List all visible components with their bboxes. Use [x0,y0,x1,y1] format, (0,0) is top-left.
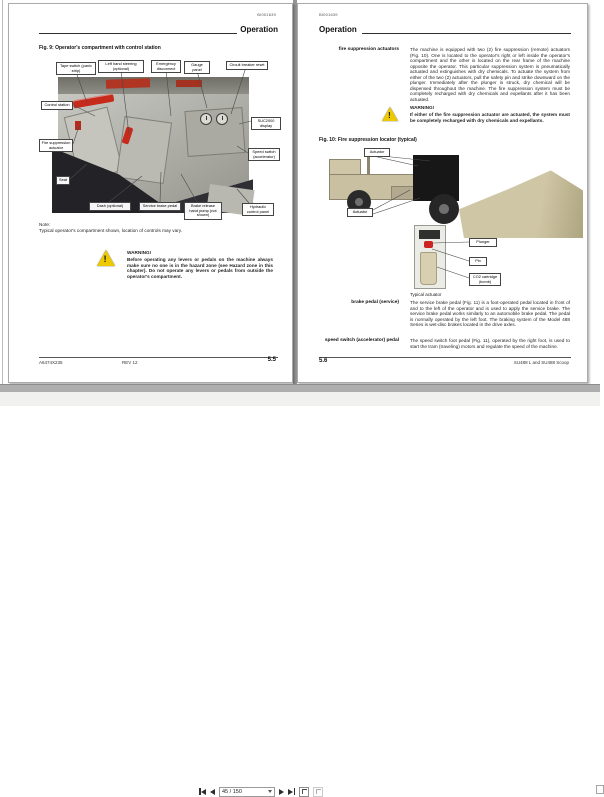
photo-tape-switch-strip [73,94,115,109]
scoop-machine-illustration [321,146,583,238]
heading-fire-suppression-actuators: fire suppression actuators [338,47,399,52]
scroll-band [0,384,600,392]
previous-page-button[interactable] [210,787,215,797]
photo-actuator-knob [75,121,81,130]
machine-bucket [459,166,583,238]
previous-view-button[interactable] [299,787,309,797]
machine-articulation [391,186,415,200]
machine-cab [329,159,361,175]
callout-fire-suppression-actuator: Fire suppression actuator [39,139,73,152]
next-page-icon [279,789,284,795]
photo-red-frame-part [106,78,150,89]
photo-console-panel [116,116,172,184]
photo-gauge-panel [184,107,245,157]
footer-doc-title: SU488 L and SU488 Scoop [513,360,569,365]
next-page-button[interactable] [279,787,284,797]
heading-brake-pedal: brake pedal (service) [351,300,399,305]
warning-title: WARNING! [410,105,435,110]
first-page-button[interactable] [199,787,206,797]
section-title: Operation [319,25,357,34]
actuator-plunger [424,241,433,248]
next-view-button[interactable] [313,787,323,797]
footer-page-number: 5.5 [267,357,276,363]
gauge-dial [216,113,228,125]
callout-speed-switch: Speed switch (accelerator) [248,148,280,161]
last-page-icon [294,788,296,795]
actuator-co2-cartridge [420,252,437,285]
page-navigation [199,786,323,797]
callout-left-hand-steering: Left hand steering (optional) [98,60,144,73]
figure-caption: Fig. 9: Operator's compartment with control station [39,45,161,51]
navigation-toolbar [0,392,600,795]
actuator-label-plate [419,230,440,239]
brake-pedal-paragraph: The service brake pedal (Fig. 11) is a foot-operated pedal located in front of and to the left of the operator and is used to apply the service brake. The service brake pedal works similarly to an automobile brake pedal. The pedal is normally operated by the left foot. The braking system of the Model 488 Series is wet-disc brakes located in the drive axles. [410,300,570,328]
warning-triangle-icon [382,107,398,121]
warning-title: WARNING! [127,250,152,255]
callout-dash-optional: Dash (optional) [89,202,131,211]
chevron-down-icon[interactable] [268,790,272,793]
callout-co2-cartridge: CO2 cartridge (bomb) [469,273,501,286]
figure-subcaption: Typical actuator [410,292,442,297]
note-label: Note: [39,222,51,227]
callout-pin: Pin [469,257,487,266]
gauge-dial [200,113,212,125]
footer-doc-code: A6474X235 [39,360,63,365]
footer-rule [319,357,571,358]
callout-circuit-breaker-reset: Circuit breaker reset [226,61,268,70]
photo-machine-frame [58,77,249,94]
window-left-edge [2,0,3,392]
callout-actuator-bottom: Actuator [347,208,373,217]
doc-number: BI001639 [257,12,276,17]
callout-control-station: Control station [41,101,73,110]
figure-caption: Fig. 10: Fire suppression locator (typical) [319,137,417,143]
header-rule [39,33,237,34]
page-right[interactable] [297,3,588,383]
machine-mast [367,154,370,176]
page-left[interactable] [8,3,293,383]
footer-page-number: 5.6 [319,358,328,364]
callout-service-brake-pedal: Service brake pedal [139,202,181,211]
last-page-icon [288,789,293,795]
page-number-value: 45 / 150 [222,788,242,795]
previous-page-icon [210,789,215,795]
compartment-photo [58,77,249,209]
footer-rule [39,357,278,358]
callout-seat: Seat [56,176,70,185]
page-number-input[interactable] [219,787,275,797]
callout-hydraulic-control-panel: Hydraulic control panel [242,203,274,216]
clipped-toolbar-icon [596,785,604,794]
callout-actuator-top: Actuator [364,148,390,157]
speed-switch-paragraph: The speed switch foot pedal (Fig. 11), operated by the right foot, is used to start the tram (traveling) motors and regulate the speed of the machine. [410,338,570,349]
callout-tape-switch: Tape switch (panic strip) [56,62,96,75]
section-title: Operation [240,25,278,34]
photo-red-frame-part [176,80,202,87]
callout-emergency-disconnect: Emergency disconnect [151,60,181,73]
doc-number: BI001639 [319,12,338,17]
heading-speed-switch-pedal: speed switch (accelerator) pedal [324,338,399,343]
machine-front-wheel [429,194,459,224]
warning-triangle-icon [97,250,115,266]
callout-brake-release-hand-pump: Brake release hand pump (not shown) [184,202,222,220]
first-page-icon [201,789,206,795]
warning-text: Before operating any levers or pedals on the machine always make sure no one is in the hazard zone (see Hazard zone in this chapter). Do not operate any levers or pedals from outside the operator's compartment. [127,257,273,279]
callout-suc2000-display: SUC2000 display [251,117,281,130]
fire-suppression-paragraph: The machine is equipped with two (2) fire suppression (remote) actuators (Fig. 10). One is located to the operator's right or left inside the operator's compartment and the other is located on the rear frame of the machine opposite the operator. This particular suppression system is pneumatically actuated and extinguishes with dry chemicals. To actuate the system from either of the two (2) actuators, pull the safety pin and strike downward on the plunger. Immediately after the plunger is struck, dry chemical will be dispensed throughout the machine. The fire suppression system must be completely recharged with dry chemicals and expellants after it has been actuated. [410,47,570,102]
actuator-detail-illustration [414,225,446,289]
footer-revision: REV 12 [122,360,138,365]
callout-plunger: Plunger [469,238,497,247]
note-text: Typical operator's compartment shown, location of controls may vary. [39,228,183,233]
header-rule [362,33,571,34]
callout-gauge-panel: Gauge panel [184,61,210,74]
last-page-button[interactable] [288,787,295,797]
warning-text: If either of the fire suppression actuator are actuated, the system must be completely recharged with dry chemicals and expellants. [410,112,570,123]
machine-battery-box [413,155,459,201]
